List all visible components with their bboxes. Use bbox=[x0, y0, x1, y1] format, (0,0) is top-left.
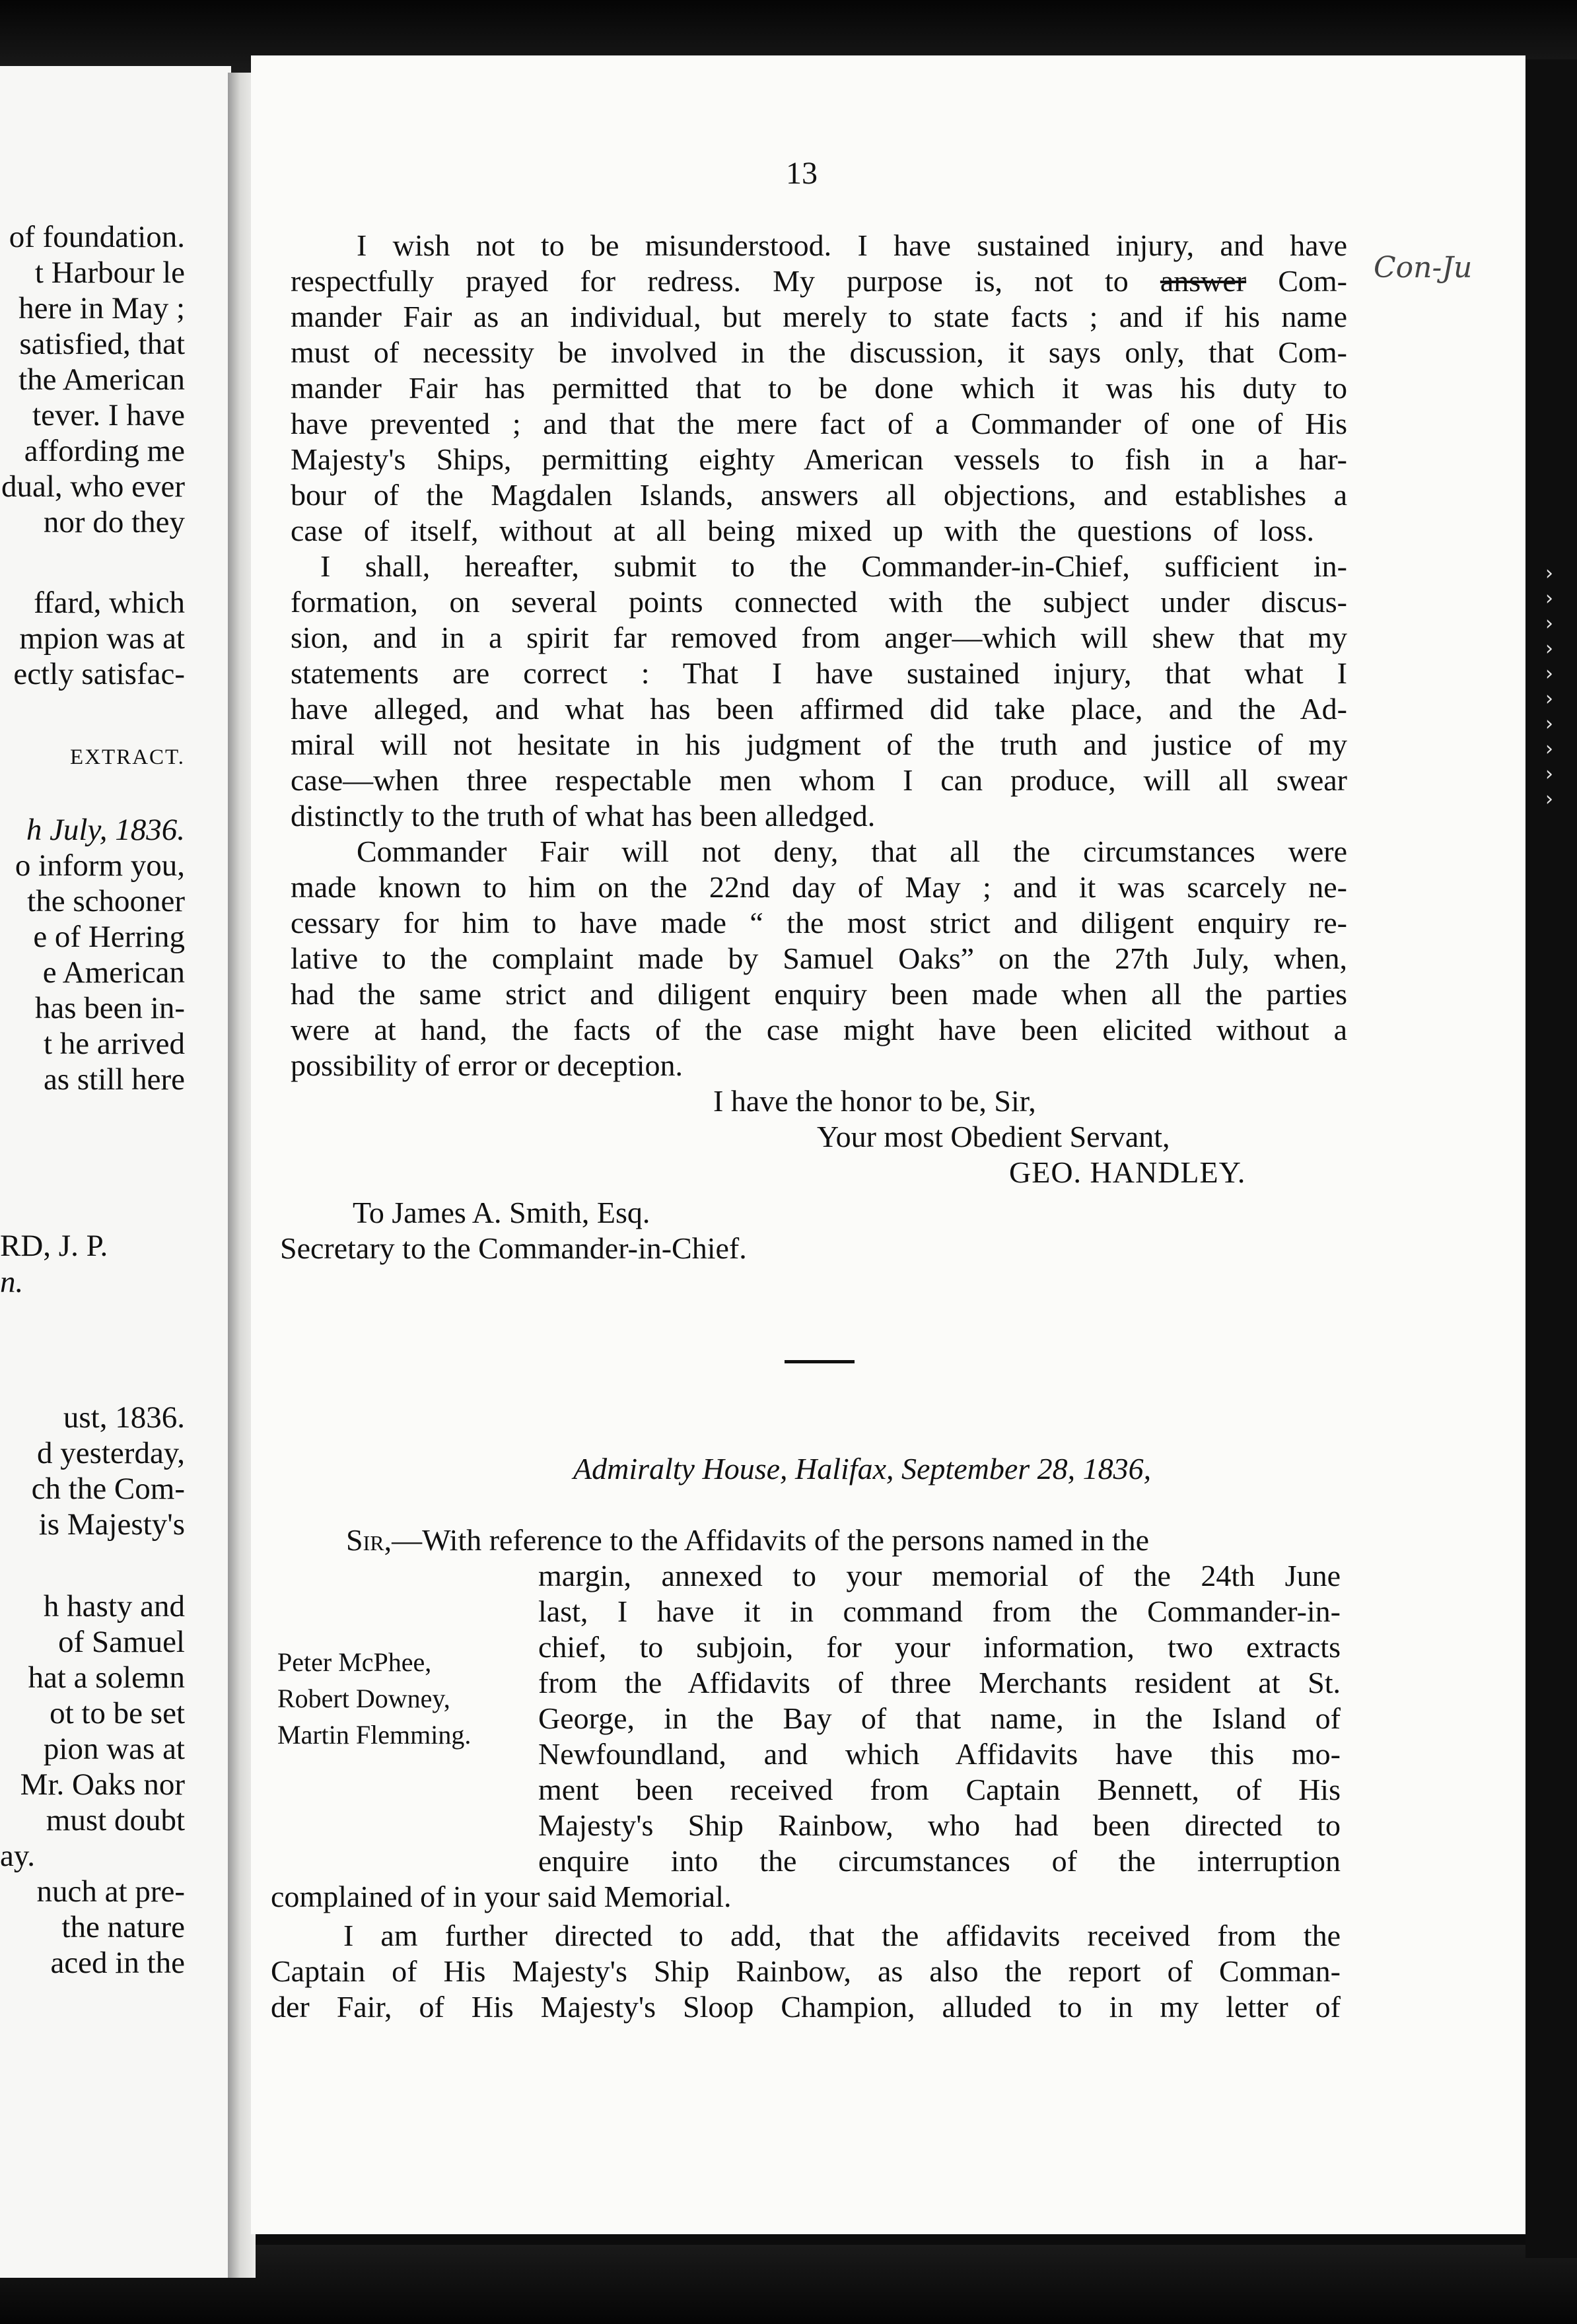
text-line: Sir,—With reference to the Affidavits of the persons named in the bbox=[346, 1523, 1150, 1557]
fragment-line: hat a solemn bbox=[28, 1660, 185, 1695]
margin-name: Robert Downey, bbox=[277, 1684, 450, 1713]
fragment-line: of foundation. bbox=[9, 220, 185, 254]
text-line: Majesty's Ships, permitting eighty American vessels to fish in a har- bbox=[291, 442, 1347, 476]
fragment-line: is Majesty's bbox=[38, 1507, 185, 1542]
handwritten-margin-note: Con-Ju bbox=[1374, 251, 1473, 285]
text-line: distinctly to the truth of what has been alledged. bbox=[291, 799, 876, 833]
fragment-signature: RD, J. P. bbox=[0, 1229, 108, 1263]
fragment-heading: EXTRACT. bbox=[70, 745, 185, 769]
fragment-line: n. bbox=[0, 1265, 24, 1299]
fragment-line: the schooner bbox=[27, 884, 185, 918]
text-line: possibility of error or deception. bbox=[291, 1048, 683, 1082]
fragment-line: nuch at pre- bbox=[36, 1874, 185, 1909]
text-line: der Fair, of His Majesty's Sloop Champion, alluded to in my letter of bbox=[271, 1990, 1341, 2024]
fragment-line: satisfied, that bbox=[19, 327, 185, 361]
text-line: George, in the Bay of that name, in the Island of bbox=[538, 1701, 1341, 1735]
text-line: last, I have it in command from the Commander-in- bbox=[538, 1594, 1341, 1628]
text-line: chief, to subjoin, for your information, two extracts bbox=[538, 1630, 1341, 1664]
text-line: I am further directed to add, that the affidavits received from the bbox=[343, 1919, 1341, 1952]
dateline: Admiralty House, Halifax, September 28, 1836, bbox=[573, 1452, 1152, 1486]
text-line: Newfoundland, and which Affidavits have this mo- bbox=[538, 1737, 1341, 1771]
text-line: statements are correct : That I have sustained injury, that what I bbox=[291, 656, 1347, 690]
fragment-line: aced in the bbox=[50, 1946, 185, 1980]
fragment-line: ffard, which bbox=[34, 586, 185, 620]
fragment-line: affording me bbox=[24, 434, 185, 468]
text-line: from the Affidavits of three Merchants resident at St. bbox=[538, 1666, 1341, 1699]
text-line: miral will not hesitate in his judgment of the truth and justice of my bbox=[291, 728, 1347, 761]
fragment-line: e American bbox=[42, 955, 185, 990]
address-line: Secretary to the Commander-in-Chief. bbox=[280, 1231, 747, 1265]
fragment-line: t Harbour le bbox=[34, 256, 185, 290]
page-edge-marks: › › › › › › › › › › bbox=[1545, 562, 1553, 811]
text-line: I shall, hereafter, submit to the Commander-in-Chief, sufficient in- bbox=[320, 549, 1347, 583]
text-line: I wish not to be misunderstood. I have sustained injury, and have bbox=[357, 228, 1347, 262]
text-line: respectfully prayed for redress. My purpose is, not to answer Com- bbox=[291, 264, 1348, 298]
fragment-line: pion was at bbox=[43, 1732, 185, 1766]
text-line: formation, on several points connected with the subject under discus- bbox=[291, 585, 1347, 619]
fragment-line: must doubt bbox=[46, 1803, 185, 1837]
address-line: To James A. Smith, Esq. bbox=[353, 1196, 650, 1229]
text-line: enquire into the circumstances of the interruption bbox=[538, 1844, 1341, 1878]
fragment-line: nor do they bbox=[43, 505, 185, 539]
fragment-line: h hasty and bbox=[43, 1589, 185, 1623]
fragment-line: the American bbox=[18, 362, 185, 397]
text-line: cessary for him to have made “ the most strict and diligent enquiry re- bbox=[291, 906, 1347, 940]
text-line: margin, annexed to your memorial of the 24th June bbox=[538, 1559, 1341, 1592]
text-line: have alleged, and what has been affirmed did take place, and the Ad- bbox=[291, 692, 1347, 726]
text-line: complained of in your said Memorial. bbox=[271, 1880, 732, 1913]
text-line: had the same strict and diligent enquiry been made when all the parties bbox=[291, 977, 1347, 1011]
fragment-line: d yesterday, bbox=[36, 1436, 185, 1470]
text-line: ment been received from Captain Bennett, of His bbox=[538, 1773, 1341, 1806]
fragment-line: Mr. Oaks nor bbox=[20, 1767, 185, 1802]
text-line: Commander Fair will not deny, that all the circumstances were bbox=[357, 835, 1347, 868]
fragment-line: ectly satisfac- bbox=[13, 657, 185, 691]
text-line: case of itself, without at all being mixed up with the questions of loss. bbox=[291, 514, 1314, 547]
fragment-line: the nature bbox=[61, 1910, 185, 1944]
closing-line: I have the honor to be, Sir, bbox=[713, 1084, 1036, 1118]
facing-page-fragment bbox=[0, 66, 231, 2278]
struck-word: answer bbox=[1160, 264, 1247, 298]
text-line: Captain of His Majesty's Ship Rainbow, as also the report of Comman- bbox=[271, 1954, 1341, 1988]
text-line: must of necessity be involved in the discussion, it says only, that Com- bbox=[291, 335, 1347, 369]
fragment-line: here in May ; bbox=[18, 291, 185, 325]
fragment-line: h July, 1836. bbox=[26, 813, 185, 847]
fragment-line: t he arrived bbox=[43, 1027, 185, 1061]
text-line: bour of the Magdalen Islands, answers all objections, and establishes a bbox=[291, 478, 1347, 512]
signature: GEO. HANDLEY. bbox=[1009, 1155, 1246, 1189]
fragment-line: dual, who ever bbox=[1, 469, 185, 504]
text-line: case—when three respectable men whom I can produce, will all swear bbox=[291, 763, 1347, 797]
text-line: mander Fair as an individual, but merely to state facts ; and if his name bbox=[291, 300, 1347, 333]
text-line: Majesty's Ship Rainbow, who had been directed to bbox=[538, 1808, 1341, 1842]
fragment-line: as still here bbox=[43, 1062, 185, 1097]
text-line: sion, and in a spirit far removed from anger—which will shew that my bbox=[291, 621, 1347, 654]
fragment-line: mpion was at bbox=[19, 621, 185, 656]
margin-name: Peter McPhee, bbox=[277, 1647, 432, 1677]
salutation: Sir,— bbox=[346, 1523, 423, 1557]
page-number: 13 bbox=[786, 156, 818, 191]
fragment-line: ch the Com- bbox=[31, 1472, 185, 1506]
section-divider bbox=[785, 1360, 855, 1363]
fragment-line: o inform you, bbox=[15, 848, 185, 883]
closing-line: Your most Obedient Servant, bbox=[817, 1120, 1170, 1153]
fragment-line: has been in- bbox=[34, 991, 185, 1025]
text-line: were at hand, the facts of the case might have been elicited without a bbox=[291, 1013, 1347, 1046]
fragment-line: of Samuel bbox=[58, 1625, 185, 1659]
fragment-line: tever. I have bbox=[32, 398, 185, 432]
fragment-line: ot to be set bbox=[50, 1696, 185, 1730]
fragment-line: ay. bbox=[0, 1839, 36, 1873]
text-line: mander Fair has permitted that to be done which it was his duty to bbox=[291, 371, 1347, 405]
margin-name: Martin Flemming. bbox=[277, 1720, 472, 1750]
text-line: have prevented ; and that the mere fact of a Commander of one of His bbox=[291, 407, 1347, 440]
text-line: made known to him on the 22nd day of May ; and it was scarcely ne- bbox=[291, 870, 1347, 904]
fragment-line: e of Herring bbox=[33, 920, 185, 954]
scan-border-right bbox=[1525, 59, 1577, 2258]
text-line: lative to the complaint made by Samuel Oaks” on the 27th July, when, bbox=[291, 941, 1347, 975]
fragment-line: ust, 1836. bbox=[63, 1400, 185, 1435]
